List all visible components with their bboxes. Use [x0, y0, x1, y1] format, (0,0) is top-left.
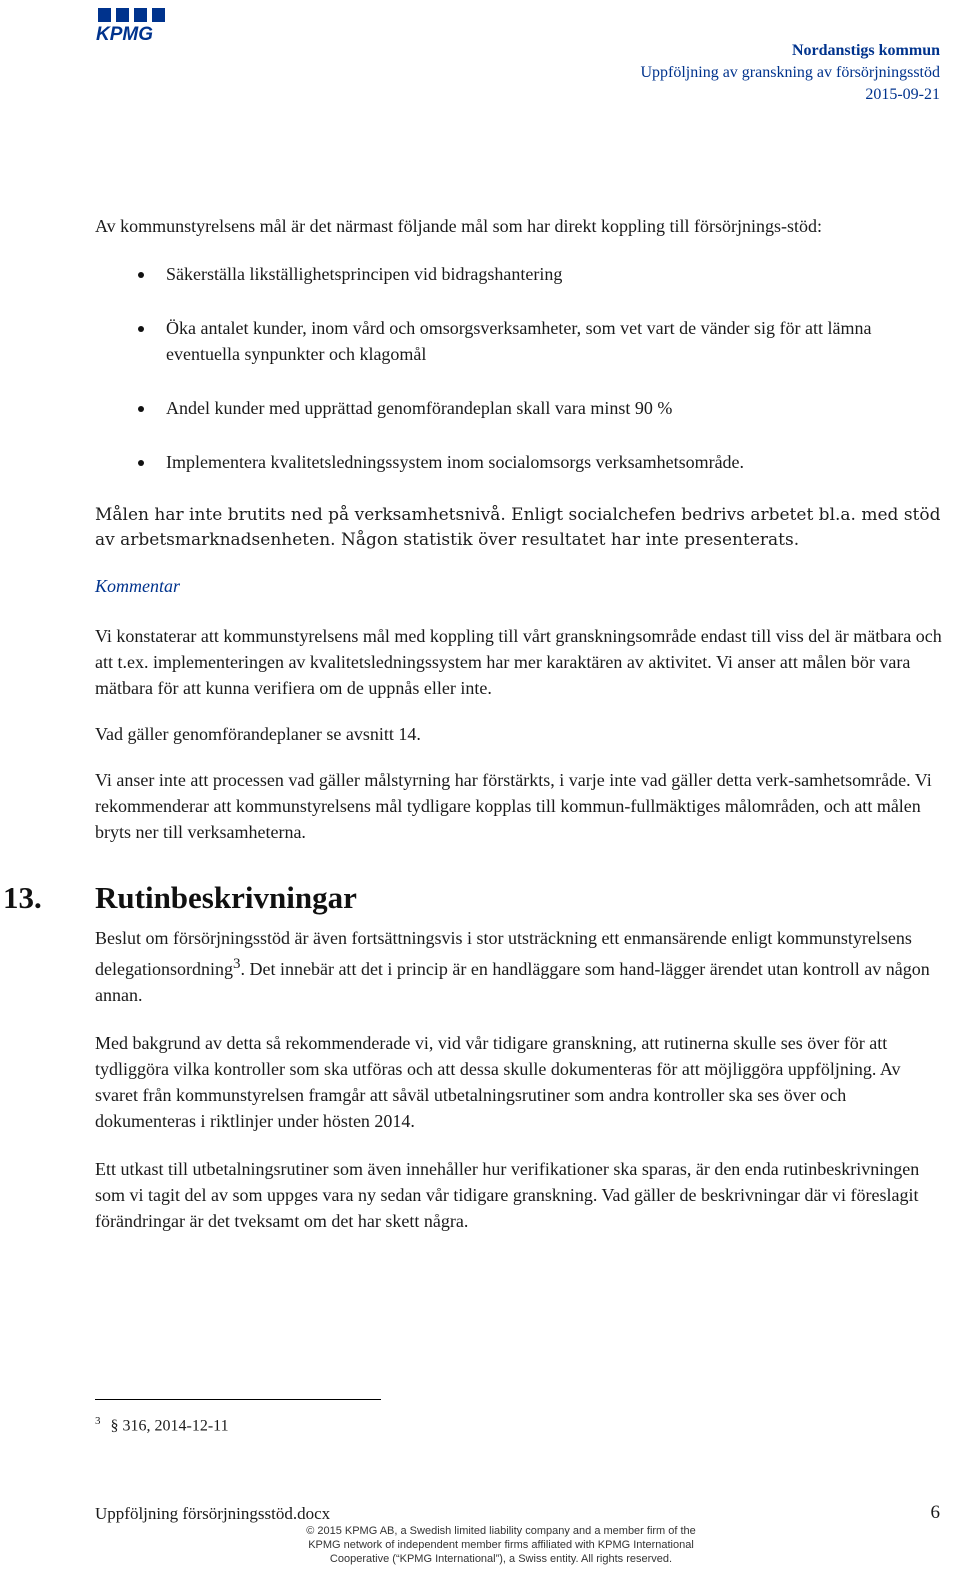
section-heading: [3, 880, 945, 915]
kommentar-paragraph-3: Vi anser inte att processen vad gäller målstyrning har förstärkts, i varje inte vad gäller detta verk-samhetsområde. Vi rekommenderar att kommunstyrelsens mål tydligare kopplas till kommun-fullmäktiges målområden, och att målen bryts ner till verksamheterna.: [95, 770, 932, 842]
intro-paragraph: Av kommunstyrelsens mål är det närmast följande mål som har direkt koppling till försörjnings-stöd:: [95, 216, 823, 236]
footnote-separator: [95, 1399, 381, 1400]
section-title: Rutinbeskrivningar: [95, 880, 357, 915]
footnote: [95, 1410, 229, 1437]
footer-filename: Uppföljning försörjningsstöd.docx: [95, 1504, 331, 1523]
list-item: Andel kunder med upprättad genomförandeplan skall vara minst 90 %: [95, 395, 945, 421]
goals-list: [95, 261, 945, 475]
list-item: Säkerställa likställighetsprincipen vid bidragshantering: [95, 261, 945, 287]
header-organisation: Nordanstigs kommun: [791, 42, 940, 59]
bullet-icon: [138, 460, 144, 466]
header-date: 2015-09-21: [865, 86, 940, 103]
kommentar-paragraph-2: Vad gäller genomförandeplaner se avsnitt 14.: [95, 724, 421, 744]
page-number: 6: [930, 1502, 940, 1523]
list-item: Öka antalet kunder, inom vård och omsorgsverksamheter, som vet vart de vänder sig för att lämna eventuella synpunkter och klagomål: [95, 315, 945, 367]
footnote-number: 3: [95, 1415, 101, 1427]
page-header: [640, 40, 940, 106]
section-paragraph-3: Ett utkast till utbetalningsrutiner som även innehåller hur verifikationer ska sparas, är den enda rutinbeskrivningen som vi tagit del av som uppges vara ny sedan vår tidigare granskning. Vad gäller de beskrivningar där vi föreslagit förändringar är det tveksamt om det har skett några.: [95, 1159, 920, 1231]
goals-paragraph: Målen har inte brutits ned på verksamhetsnivå. Enligt socialchefen bedrivs arbetet bl.a. med stöd av arbetsmarknadsenheten. Någon statistik över resultatet har inte presenterats.: [95, 505, 941, 550]
bullet-icon: [138, 406, 144, 412]
bullet-icon: [138, 272, 144, 278]
list-item: Implementera kvalitetsledningssystem inom socialomsorgs verksamhetsområde.: [95, 449, 945, 475]
section-number: 13.: [3, 880, 42, 915]
bullet-icon: [138, 326, 144, 332]
document-body: [3, 213, 945, 1234]
kpmg-logo: [94, 8, 180, 42]
footer-copyright: © 2015 KPMG AB, a Swedish limited liability company and a member firm of the KPMG network of independent member firms affiliated with KPMG International Cooperative (“KPMG International”), a Swiss entity. All rights reserved.: [306, 1525, 696, 1565]
svg-text:KPMG: KPMG: [96, 24, 153, 42]
kommentar-heading: Kommentar: [95, 576, 180, 596]
kommentar-paragraph-1: Vi konstaterar att kommunstyrelsens mål med koppling till vårt granskningsområde endast till viss del är mätbara och att t.ex. implementeringen av kvalitetsledningssystem har mer karaktären av aktivitet. Vi anser att målen bör vara mätbara för att kunna verifiera om de uppnås eller inte.: [95, 626, 942, 698]
header-report-title: Uppföljning av granskning av försörjningsstöd: [640, 64, 940, 81]
section-paragraph-2: Med bakgrund av detta så rekommenderade vi, vid vår tidigare granskning, att rutinerna skulle ses över för att tydliggöra vilka kontroller som ska utföras och att dessa skulle dokumenteras för att möjliggöra uppföljning. Av svaret från kommunstyrelsen framgår att såväl utbetalningsrutiner som andra kontroller ska ses över och dokumenteras i riktlinjer under hösten 2014.: [95, 1033, 901, 1131]
footnote-reference[interactable]: 3: [232, 956, 241, 972]
section-paragraph-1: Beslut om försörjningsstöd är även fortsättningsvis i stor utsträckning ett enmansärende enligt kommunstyrelsens delegationsordning$^3$. Det innebär att det i princip är en handläggare som hand-lägger ärendet utan kontroll av någon annan.: [95, 928, 930, 1005]
footnote-text: § 316, 2014-12-11: [110, 1417, 229, 1435]
